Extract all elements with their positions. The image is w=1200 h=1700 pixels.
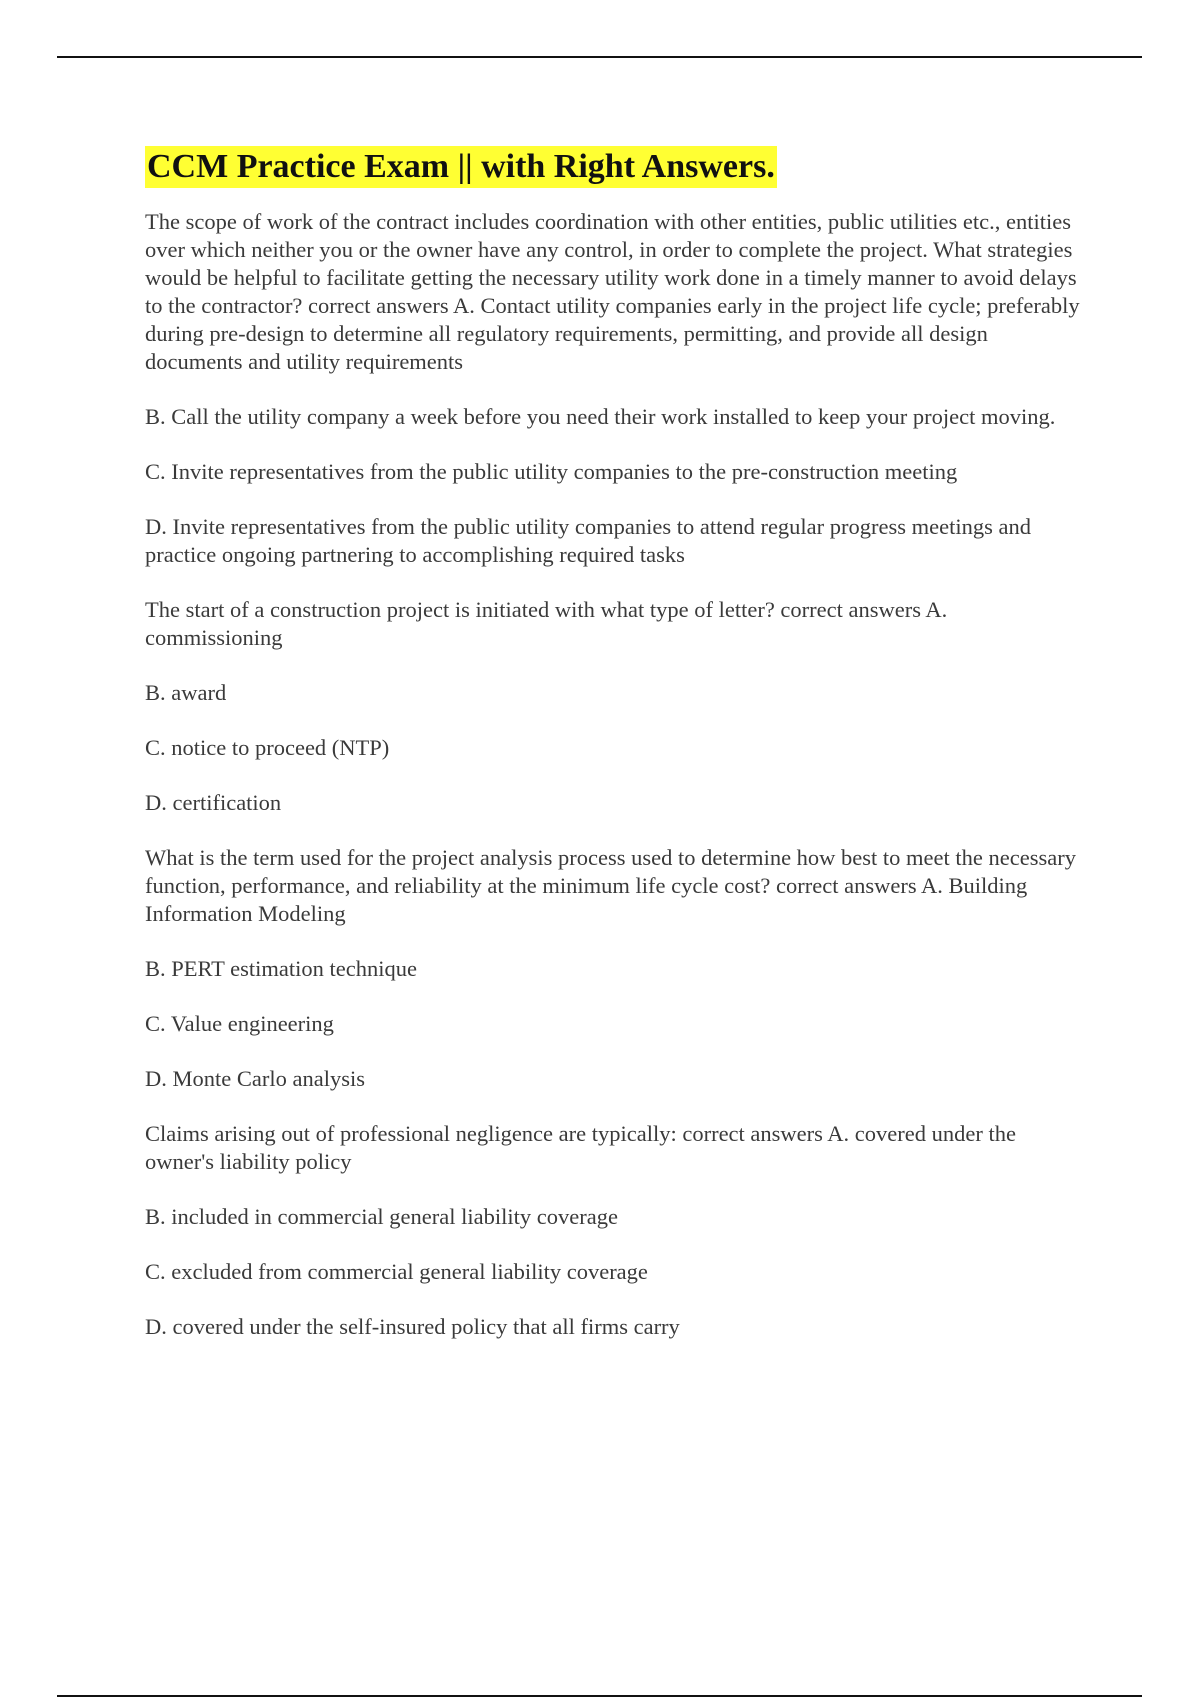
answer-option: D. Monte Carlo analysis (145, 1066, 365, 1091)
question-text: What is the term used for the project analysis process used to determine how best to meet the necessary function, performance, and reliability at the minimum life cycle cost? correct answers A. Building Information Modeling (145, 845, 1076, 926)
header-rule (57, 56, 1142, 58)
document-title: CCM Practice Exam || with Right Answers. (145, 146, 777, 188)
answer-option: D. Invite representatives from the public utility companies to attend regular progress meetings and practice ongoing partnering to accomplishing required tasks (145, 514, 1031, 567)
question-text: The scope of work of the contract includes coordination with other entities, public utilities etc., entities over which neither you or the owner have any control, in order to complete the project. What strategies would be helpful to facilitate getting the necessary utility work done in a timely manner to avoid delays to the contractor? correct answers A. Contact utility companies early in the project life cycle; preferably during pre-design to determine all regulatory requirements, permitting, and provide all design documents and utility requirements (145, 209, 1080, 374)
question-block-1 (145, 208, 1085, 569)
answer-option: B. included in commercial general liability coverage (145, 1204, 618, 1229)
answer-option: B. Call the utility company a week before you need their work installed to keep your project moving. (145, 404, 1056, 429)
question-block-4 (145, 1120, 1085, 1341)
answer-option: C. excluded from commercial general liability coverage (145, 1259, 648, 1284)
footer-rule (57, 1695, 1142, 1697)
document-body (145, 146, 1085, 1368)
question-block-2 (145, 596, 1085, 817)
answer-option: D. covered under the self-insured policy that all firms carry (145, 1314, 680, 1339)
answer-option: D. certification (145, 790, 282, 815)
answer-option: C. Invite representatives from the public utility companies to the pre-construction meeting (145, 459, 958, 484)
question-text: The start of a construction project is initiated with what type of letter? correct answers A. commissioning (145, 597, 948, 650)
answer-option: B. award (145, 680, 227, 705)
question-block-3 (145, 844, 1085, 1093)
answer-option: B. PERT estimation technique (145, 956, 417, 981)
question-text: Claims arising out of professional negligence are typically: correct answers A. covered under the owner's liability policy (145, 1121, 1016, 1174)
answer-option: C. notice to proceed (NTP) (145, 735, 390, 760)
answer-option: C. Value engineering (145, 1011, 334, 1036)
